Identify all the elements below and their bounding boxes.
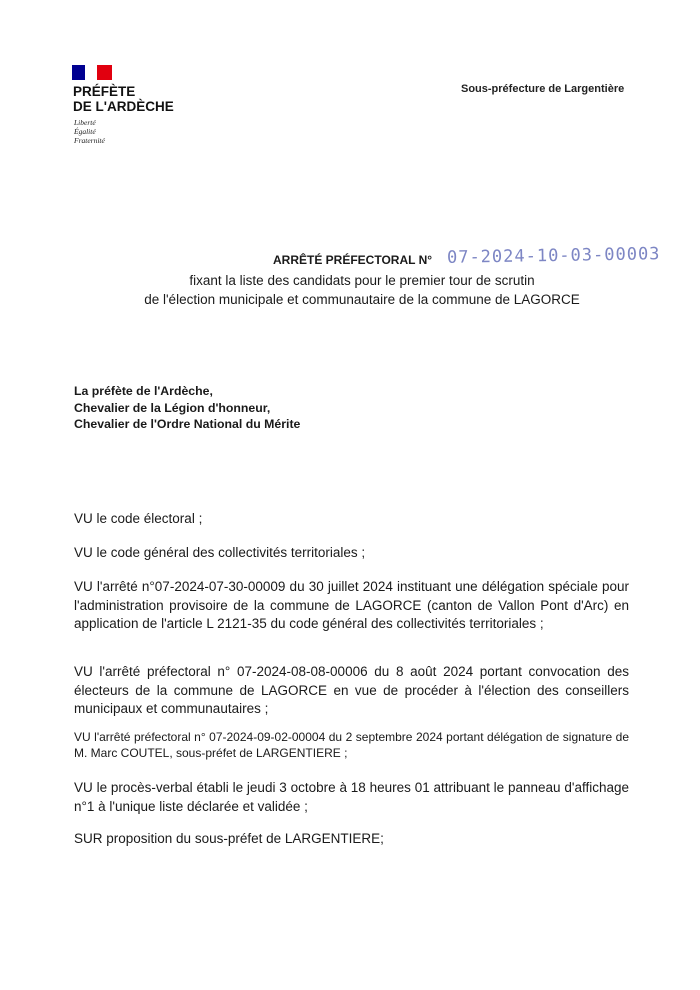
subprefecture-label: Sous-préfecture de Largentière — [461, 83, 625, 95]
org-line-2: DE L'ARDÈCHE — [73, 99, 174, 114]
decree-subject-line-2: de l'élection municipale et communautaire de la commune de LAGORCE — [144, 292, 580, 307]
flag-red-band — [97, 65, 112, 80]
proposal-line: SUR proposition du sous-préfet de LARGENTIERE; — [74, 831, 384, 846]
prefet-line-1: La préfète de l'Ardèche, — [74, 384, 213, 398]
visa-collectivities-code: VU le code général des collectivités territoriales ; — [74, 545, 366, 560]
motto-fraternite: Fraternité — [74, 136, 105, 145]
republic-motto — [74, 118, 105, 145]
prefet-line-2: Chevalier de la Légion d'honneur, — [74, 400, 271, 415]
flag-blue-band — [72, 65, 85, 80]
visa-special-delegation: VU l'arrêté n°07-2024-07-30-00009 du 30 juillet 2024 instituant une délégation spéciale pour l'administration provisoire de la commune de LAGORCE (canton de Vallon Pont d'Arc) en application de l'article L 2121-35 du code général des collectivités territoriales ; — [74, 579, 629, 631]
visa-electoral-code: VU le code électoral ; — [74, 511, 203, 526]
decree-title-label: ARRÊTÉ PRÉFECTORAL N° — [273, 253, 433, 267]
motto-egalite: Égalité — [74, 127, 96, 136]
handwritten-decree-number: 07-2024-10-03-00003 — [446, 244, 661, 268]
organization-name — [73, 84, 174, 114]
prefet-titles — [74, 383, 300, 433]
visa-proces-verbal: VU le procès-verbal établi le jeudi 3 octobre à 18 heures 01 attribuant le panneau d'affichage n°1 à l'unique liste déclarée et validée ; — [74, 780, 629, 814]
decree-subject-line-1: fixant la liste des candidats pour le premier tour de scrutin — [189, 273, 535, 288]
prefet-line-3: Chevalier de l'Ordre National du Mérite — [74, 417, 301, 431]
flag-white-band — [85, 65, 97, 80]
org-line-1: PRÉFÈTE — [73, 84, 136, 99]
visa-voter-convocation: VU l'arrêté préfectoral n° 07-2024-08-08-00006 du 8 août 2024 portant convocation des électeurs de la commune de LAGORCE en vue de procéder à l'élection des conseillers municipaux et communautaires ; — [74, 664, 629, 716]
visa-signature-delegation: VU l'arrêté préfectoral n° 07-2024-09-02-00004 du 2 septembre 2024 portant délégation de signature de M. Marc COUTEL, sous-préfet de LARGENTIERE ; — [74, 730, 629, 760]
motto-liberte: Liberté — [74, 118, 96, 127]
republic-flag-logo — [72, 65, 112, 80]
